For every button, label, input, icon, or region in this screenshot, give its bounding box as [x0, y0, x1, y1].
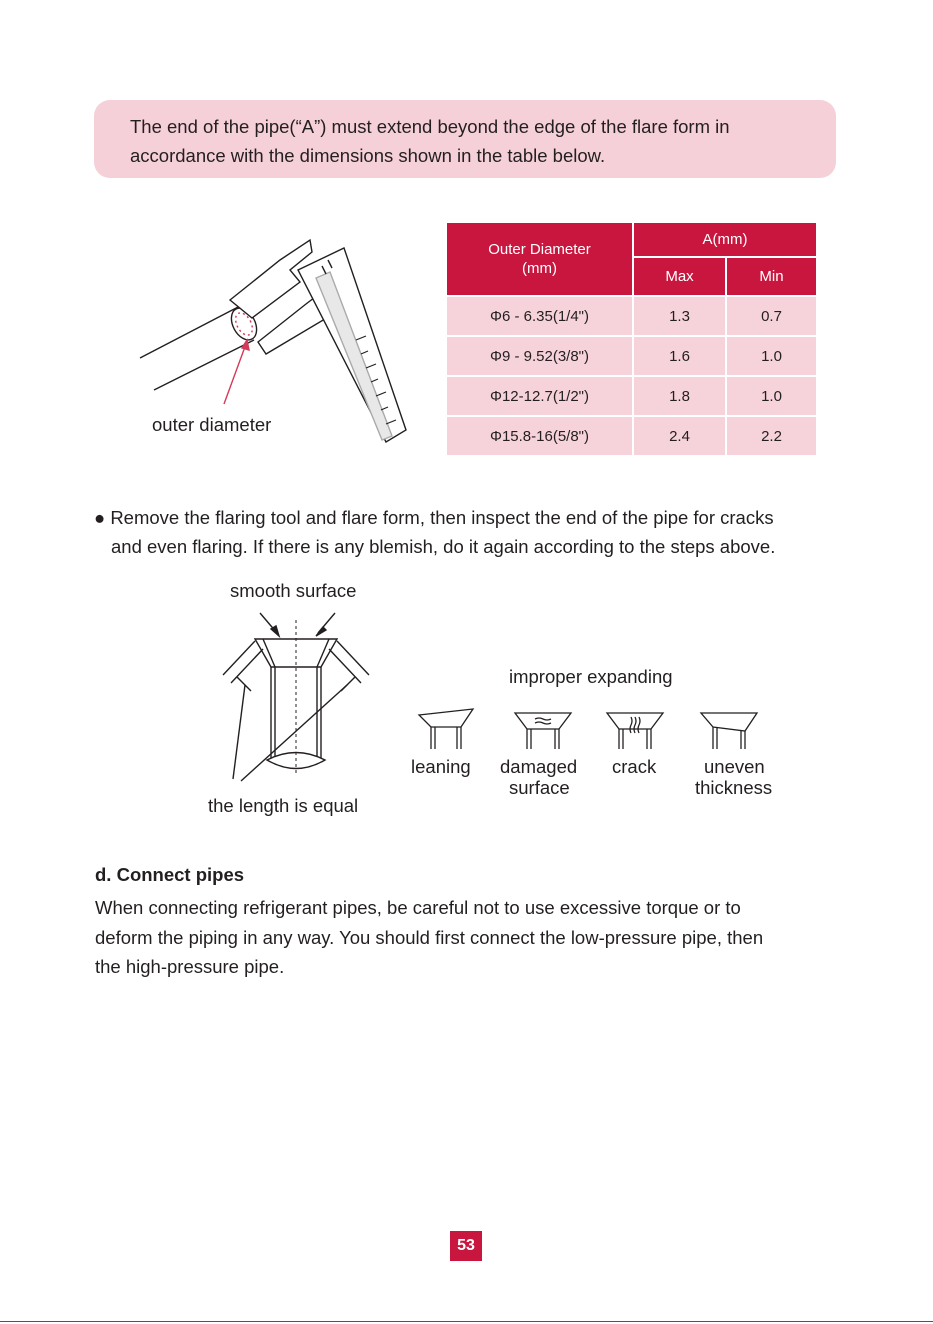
cell-diameter: Φ15.8-16(5/8") [447, 417, 632, 455]
section-line-3: the high-pressure pipe. [95, 956, 285, 977]
cell-max: 2.4 [634, 417, 725, 455]
cell-min: 2.2 [727, 417, 816, 455]
table-row [447, 377, 816, 415]
uneven-label-1: uneven [704, 756, 765, 777]
inspection-instructions [94, 503, 854, 561]
bullet-line-2: and even flaring. If there is any blemish, do it again according to the steps above. [111, 536, 776, 557]
notice-line-2: accordance with the dimensions shown in the table below. [130, 145, 606, 166]
proper-flare-illustration [215, 605, 385, 790]
uneven-flare-icon [701, 713, 757, 749]
damaged-label-1: damaged [500, 756, 578, 777]
header-outer-diameter [447, 223, 632, 295]
table-row [447, 417, 816, 455]
smooth-surface-label: smooth surface [230, 580, 357, 601]
damaged-label-2: surface [509, 777, 570, 798]
cell-min: 1.0 [727, 377, 816, 415]
cell-min: 0.7 [727, 297, 816, 335]
crack-label: crack [612, 756, 657, 777]
page-bottom-rule [0, 1321, 933, 1322]
cell-max: 1.6 [634, 337, 725, 375]
leaning-flare-icon [419, 709, 473, 749]
improper-expanding-title: improper expanding [509, 666, 673, 687]
cell-min: 1.0 [727, 337, 816, 375]
section-line-1: When connecting refrigerant pipes, be careful not to use excessive torque or to [95, 897, 741, 918]
damaged-flare-icon [515, 713, 571, 749]
header-min: Min [727, 258, 816, 295]
crack-flare-icon [607, 713, 663, 749]
cell-diameter: Φ12-12.7(1/2") [447, 377, 632, 415]
header-max: Max [634, 258, 725, 295]
header-outer-unit: (mm) [522, 260, 557, 277]
notice-line-1: The end of the pipe(“A”) must extend beyond the edge of the flare form in [130, 116, 730, 137]
table-row [447, 337, 816, 375]
page-number: 53 [450, 1231, 482, 1261]
section-line-2: deform the piping in any way. You should first connect the low-pressure pipe, then [95, 926, 764, 948]
length-equal-label: the length is equal [208, 795, 359, 816]
cell-diameter: Φ9 - 9.52(3/8") [447, 337, 632, 375]
header-a: A(mm) [634, 223, 816, 256]
leaning-label: leaning [411, 756, 471, 777]
section-body [95, 893, 855, 982]
cell-max: 1.3 [634, 297, 725, 335]
caliper-label: outer diameter [152, 414, 272, 435]
improper-flare-icons [415, 705, 765, 755]
notice-box [94, 100, 836, 178]
flare-dimension-table [445, 221, 818, 457]
table-row [447, 297, 816, 335]
uneven-label-2: thickness [695, 777, 773, 798]
header-outer-label: Outer Diameter [488, 241, 591, 258]
cell-max: 1.8 [634, 377, 725, 415]
section-heading: d. Connect pipes [95, 864, 245, 885]
bullet-line-1: ● Remove the flaring tool and flare form, then inspect the end of the pipe for cracks [94, 507, 774, 528]
cell-diameter: Φ6 - 6.35(1/4") [447, 297, 632, 335]
